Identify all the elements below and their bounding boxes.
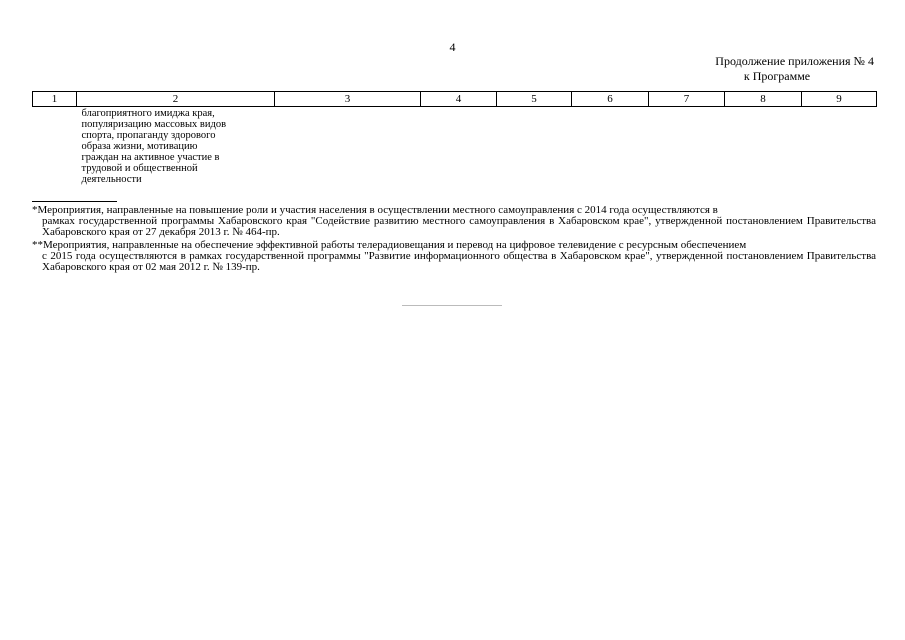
table-cell	[725, 107, 802, 186]
column-header: 6	[572, 92, 649, 107]
column-header: 7	[649, 92, 725, 107]
end-of-page-rule	[402, 305, 502, 306]
column-header: 5	[497, 92, 572, 107]
table-cell	[497, 107, 572, 186]
column-header: 8	[725, 92, 802, 107]
footnote-text-first: Мероприятия, направленные на обеспечение эффективной работы телерадиовещания и перевод на цифровое телевидение с ресурсным обеспечением	[43, 239, 747, 251]
footnote-text-rest: с 2015 года осуществляются в рамках государственной программы "Развитие информационного общества в Хабаровском крае", утвержденной постановлением Правительства Хабаровского края от 02 мая 2012 г. № 139-пр.	[42, 250, 876, 273]
table-header-row	[33, 92, 877, 107]
table-cell	[572, 107, 649, 186]
appendix-line-2: к Программе	[743, 69, 811, 83]
footnote-text-first: Мероприятия, направленные на повышение роли и участия населения в осуществлении местного самоуправления с 2014 года осуществляются в	[37, 204, 718, 216]
footnote-1	[32, 205, 876, 238]
column-header: 9	[802, 92, 877, 107]
column-header: 4	[421, 92, 497, 107]
table-cell	[421, 107, 497, 186]
appendix-line-1: Продолжение приложения № 4	[715, 54, 874, 68]
program-table	[32, 91, 877, 185]
footnote-mark: *	[32, 204, 38, 216]
column-header: 2	[77, 92, 275, 107]
table-cell	[802, 107, 877, 186]
footnote-2	[32, 240, 876, 273]
footnote-mark: **	[32, 239, 43, 251]
footnote-separator	[32, 201, 117, 202]
table-cell	[33, 107, 275, 186]
footnote-text-rest: рамках государственной программы Хабаровского края "Содействие развитию местного самоуправления в Хабаровском крае", утвержденной постановлением Правительства Хабаровского края от 27 декабря 2013 г. № 464-пр.	[42, 215, 876, 238]
column-header: 3	[275, 92, 421, 107]
table-row	[33, 107, 877, 186]
table-cell	[649, 107, 725, 186]
column-header: 1	[33, 92, 77, 107]
activity-description: благоприятного имиджа края, популяризацию массовых видов спорта, пропаганду здорового образа жизни, мотивацию граждан на активное участие в трудовой и общественной деятельности	[81, 108, 227, 185]
page-number: 4	[449, 40, 456, 54]
table-cell	[275, 107, 421, 186]
appendix-note	[640, 54, 874, 84]
